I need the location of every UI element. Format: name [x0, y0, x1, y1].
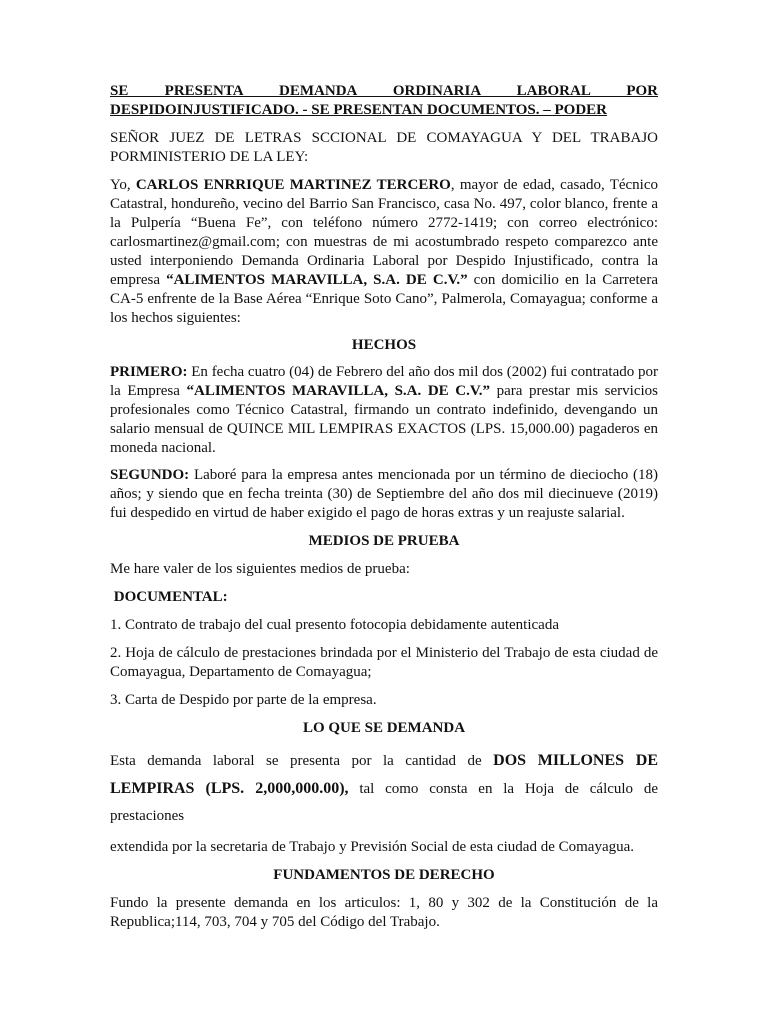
primero-text-1: En fecha cuatro (04) de Febrero del año dos mil dos (2002) fui contratado por la Empresa	[110, 364, 658, 399]
primero-paragraph	[110, 363, 658, 458]
fundamentos-paragraph: Fundo la presente demanda en los articulos: 1, 80 y 302 de la Constitución de la Republica;114, 703, 704 y 705 del Código del Trabajo.	[110, 895, 658, 930]
company-name: “ALIMENTOS MARAVILLA, S.A. DE C.V.”	[166, 272, 468, 288]
intro-text-1: Yo,	[110, 177, 136, 193]
segundo-text: Laboré para la empresa antes mencionada por un término de dieciocho (18) años; y siendo que en fecha treinta (30) de Septiembre del año dos mil diecinueve (2019) fui despedido en virtud de haber exigido el pago de horas extras y un reajuste salarial.	[110, 467, 658, 521]
title-line-1: SE PRESENTA DEMANDA ORDINARIA LABORAL POR	[110, 83, 658, 99]
demanda-heading: LO QUE SE DEMANDA	[302, 720, 466, 736]
evidence-item: 2. Hoja de cálculo de prestaciones brindada por el Ministerio del Trabajo de esta ciudad de Comayagua, Departamento de Comayagua;	[110, 645, 658, 680]
addressee: SEÑOR JUEZ DE LETRAS SCCIONAL DE COMAYAGUA Y DEL TRABAJO PORMINISTERIO DE LA LEY:	[110, 130, 658, 165]
hechos-heading: HECHOS	[351, 337, 417, 353]
demanda-paragraph	[110, 747, 658, 830]
demanda-text-2: tal como consta en la Hoja de cálculo de prestaciones	[110, 781, 659, 824]
evidence-item: 1. Contrato de trabajo del cual presento fotocopia debidamente autenticada	[110, 617, 559, 633]
demanda-text-1: Esta demanda laboral se presenta por la cantidad de	[110, 753, 494, 769]
intro-text-3: con domicilio en la Carretera CA-5 enfrente de la Base Aérea “Enrique Soto Cano”, Palmerola, Comayagua; conforme a los hechos siguientes:	[110, 272, 658, 326]
primero-text-2: para prestar mis servicios profesionales como Técnico Catastral, firmando un contrato indefinido, devengando un salario mensual de QUINCE MIL LEMPIRAS EXACTOS (LPS. 15,000.00) pagaderos en moneda nacional.	[110, 383, 658, 456]
medios-intro: Me hare valer de los siguientes medios de prueba:	[110, 561, 410, 577]
segundo-paragraph	[110, 466, 658, 523]
document-title	[110, 82, 658, 120]
title-line-2: DESPIDOINJUSTIFICADO. - SE PRESENTAN DOCUMENTOS. – PODER	[110, 102, 608, 118]
demanda-amount-b: LEMPIRAS (LPS. 2,000,000.00),	[110, 780, 349, 797]
document-page	[110, 82, 658, 932]
intro-text-2: , mayor de edad, casado, Técnico Catastral, hondureño, vecino del Barrio San Francisco, casa No. 497, color blanco, frente a la Pulpería “Buena Fe”, con teléfono número 2772-1419; con correo electrónico: carlosmartinez@gmail.com; con muestras de mi acostumbrado respeto comparezco ante usted interponiendo Demanda Ordinaria Laboral por Despido Injustificado, contra la empresa	[110, 177, 659, 288]
demanda-amount-a: DOS MILLONES DE	[493, 752, 658, 769]
plaintiff-name: CARLOS ENRRIQUE MARTINEZ TERCERO	[135, 177, 451, 193]
segundo-label: SEGUNDO:	[110, 467, 190, 483]
demanda-continuation: extendida por la secretaria de Trabajo y Previsión Social de esta ciudad de Comayagua.	[110, 839, 635, 855]
documental-heading: DOCUMENTAL:	[110, 589, 228, 605]
intro-paragraph	[110, 176, 658, 328]
fundamentos-heading: FUNDAMENTOS DE DERECHO	[273, 867, 495, 883]
primero-label: PRIMERO:	[110, 364, 188, 380]
evidence-item: 3. Carta de Despido por parte de la empresa.	[110, 692, 377, 708]
medios-heading: MEDIOS DE PRUEBA	[308, 533, 460, 549]
primero-company: “ALIMENTOS MARAVILLA, S.A. DE C.V.”	[186, 383, 491, 399]
